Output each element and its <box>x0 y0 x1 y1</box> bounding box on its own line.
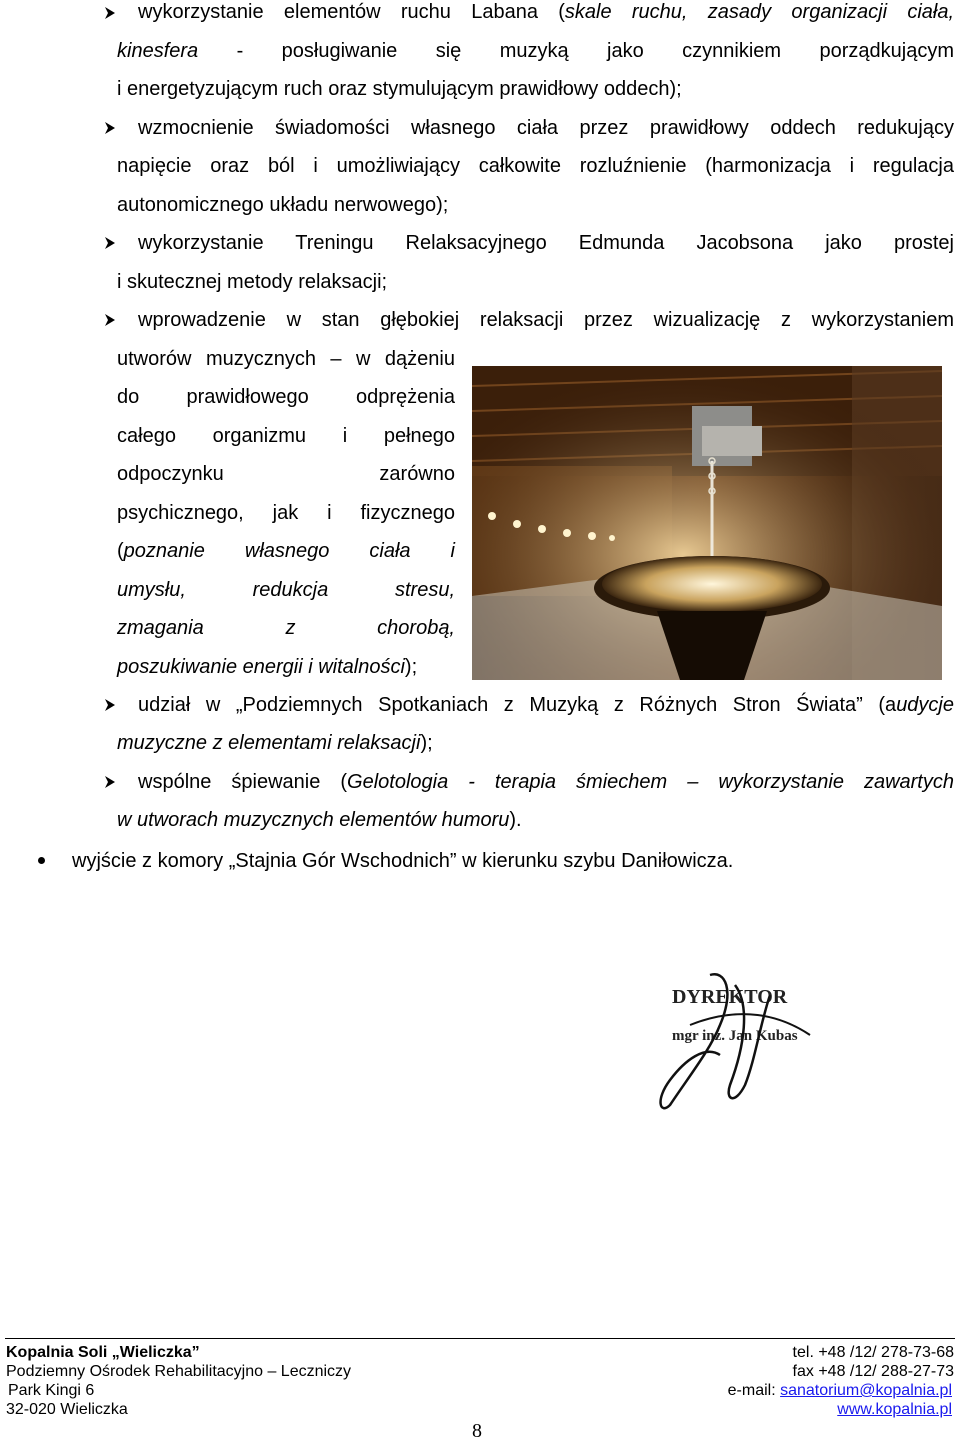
footer-org: Kopalnia Soli „Wieliczka” <box>6 1344 200 1361</box>
item-5-line-1: udział w „Podziemnych Spotkaniach z Muzyką z Różnych Stron Świata” (audycje <box>138 694 954 716</box>
arrow-bullet-icon <box>104 121 116 135</box>
signature-name: mgr inż. Jan Kubas <box>672 1028 798 1044</box>
arrow-bullet-icon <box>104 775 116 789</box>
footer-unit: Podziemny Ośrodek Rehabilitacyjno – Leczniczy <box>6 1363 352 1380</box>
arrow-bullet-icon <box>104 6 116 20</box>
website-link[interactable]: www.kopalnia.pl <box>837 1401 952 1418</box>
item-1-line-1: wykorzystanie elementów ruchu Labana (skale ruchu, zasady organizacji ciała, <box>138 1 955 23</box>
item-4-line-9: zmagania z chorobą, <box>117 617 455 639</box>
item-4-line-1: wprowadzenie w stan głębokiej relaksacji przez wizualizację z wykorzystaniem <box>138 309 954 331</box>
item-4-line-6: psychicznego, jak i fizycznego <box>117 502 455 524</box>
relaxation-fountain-photo <box>472 366 942 680</box>
round-bullet-icon <box>38 857 45 864</box>
footer-street: Park Kingi 6 <box>8 1382 95 1399</box>
page-number: 8 <box>472 1420 482 1442</box>
director-signature <box>650 965 830 1115</box>
arrow-bullet-icon <box>104 698 116 712</box>
footer-divider <box>5 1338 955 1339</box>
item-4-line-8: umysłu, redukcja stresu, <box>117 579 455 601</box>
item-4-line-4: całego organizmu i pełnego <box>117 425 455 447</box>
item-2-line-3: autonomicznego układu nerwowego); <box>117 194 449 216</box>
item-4-line-10: poszukiwanie energii i witalności); <box>117 656 418 678</box>
item-6-line-1: wspólne śpiewanie (Gelotologia - terapia śmiechem – wykorzystanie zawartych <box>138 771 954 793</box>
footer-city: 32-020 Wieliczka <box>6 1401 128 1418</box>
main-item-exit: wyjście z komory „Stajnia Gór Wschodnich” w kierunku szybu Daniłowicza. <box>72 850 734 872</box>
footer-tel: tel. +48 /12/ 278-73-68 <box>792 1344 954 1361</box>
arrow-bullet-icon <box>104 236 116 250</box>
item-2-line-2: napięcie oraz ból i umożliwiający całkowite rozluźnienie (harmonizacja i regulacja <box>117 155 954 177</box>
email-link[interactable]: sanatorium@kopalnia.pl <box>780 1382 952 1399</box>
item-4-line-5: odpoczynku zarówno <box>117 463 455 485</box>
item-6-line-2: w utworach muzycznych elementów humoru). <box>117 809 522 831</box>
signature-title: DYREKTOR <box>672 986 788 1008</box>
fountain-illustration <box>472 366 942 680</box>
item-5-line-2: muzyczne z elementami relaksacji); <box>117 732 433 754</box>
item-3-line-1: wykorzystanie Treningu Relaksacyjnego Edmunda Jacobsona jako prostej <box>138 232 954 254</box>
item-1-line-3: i energetyzującym ruch oraz stymulującym prawidłowy oddech); <box>117 78 682 100</box>
item-2-line-1: wzmocnienie świadomości własnego ciała przez prawidłowy oddech redukujący <box>138 117 954 139</box>
arrow-bullet-icon <box>104 313 116 327</box>
item-3-line-2: i skutecznej metody relaksacji; <box>117 271 388 293</box>
footer-email: e-mail: sanatorium@kopalnia.pl <box>727 1382 952 1399</box>
footer-fax: fax +48 /12/ 288-27-73 <box>792 1363 954 1380</box>
footer-www <box>837 1400 952 1419</box>
item-1-line-2: kinesfera - posługiwanie się muzyką jako czynnikiem porządkującym <box>117 40 954 62</box>
item-4-line-2: utworów muzycznych – w dążeniu <box>117 348 455 370</box>
item-4-line-7: (poznanie własnego ciała i <box>117 540 455 562</box>
item-4-line-3: do prawidłowego odprężenia <box>117 386 455 408</box>
